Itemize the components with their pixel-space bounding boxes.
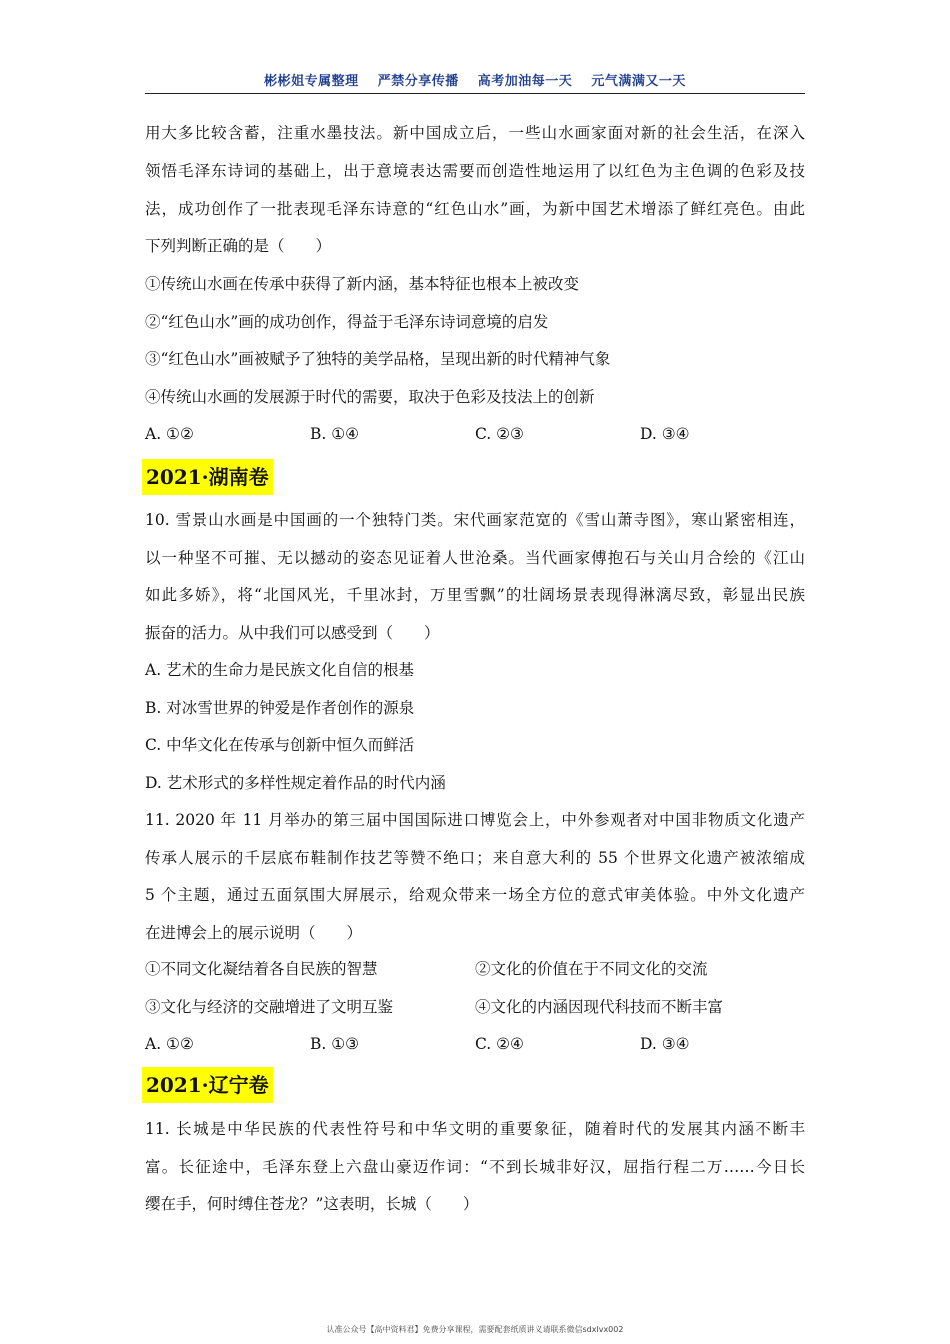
q11a-statement: ①不同文化凝结着各自民族的智慧: [145, 960, 378, 978]
q11b-stem-line: 11. 长城是中华民族的代表性符号和中华文明的重要象征，随着时代的发展其内涵不断丰: [145, 1120, 805, 1138]
q9-options: [145, 423, 805, 445]
q10-stem-line: 以一种坚不可摧、无以撼动的姿态见证着人世沧桑。当代画家傅抱石与关山月合绘的《江山: [145, 549, 805, 567]
q9-option-d[interactable]: D. ③④: [640, 425, 690, 443]
page-header: [145, 70, 805, 89]
header-item: 高考加油每一天: [477, 74, 573, 89]
header-item: 严禁分享传播: [377, 74, 459, 89]
q11a-statement: ②文化的价值在于不同文化的交流: [475, 960, 708, 978]
q11a-option-c[interactable]: C. ②④: [475, 1035, 524, 1053]
q10-option-a[interactable]: A. 艺术的生命力是民族文化自信的根基: [145, 661, 415, 679]
q11b-stem-line: 缨在手，何时缚住苍龙？”这表明，长城（ ）: [145, 1195, 479, 1213]
q10-option-c[interactable]: C. 中华文化在传承与创新中恒久而鲜活: [145, 736, 415, 754]
q9-statement: ③“红色山水”画被赋予了独特的美学品格，呈现出新的时代精神气象: [145, 350, 611, 368]
q11a-stem-line: 11. 2020 年 11 月举办的第三届中国国际进口博览会上，中外参观者对中国非物质文化遗产: [145, 811, 805, 829]
section-heading-hunan: 2021·湖南卷: [142, 459, 273, 495]
page-footer: 认准公众号【高中资料君】免费分享课程，需要配套纸质讲义请联系微信sdxlvx002: [326, 1325, 624, 1334]
q11a-statement: ③文化与经济的交融增进了文明互鉴: [145, 998, 394, 1016]
header-divider: [145, 93, 805, 94]
q10-option-b[interactable]: B. 对冰雪世界的钟爱是作者创作的源泉: [145, 699, 415, 717]
q9-option-b[interactable]: B. ①④: [310, 425, 360, 443]
q9-statement: ①传统山水画在传承中获得了新内涵，基本特征也根本上被改变: [145, 275, 580, 293]
q11a-stem-line: 传承人展示的千层底布鞋制作技艺等赞不绝口；来自意大利的 55 个世界文化遗产被浓缩成: [145, 849, 805, 867]
header-item: 元气满满又一天: [591, 74, 686, 89]
section-heading-liaoning: 2021·辽宁卷: [142, 1067, 273, 1103]
q11a-statements-row: [145, 958, 805, 980]
q9-option-a[interactable]: A. ①②: [145, 425, 194, 443]
q11a-stem-line: 5 个主题，通过五面氛围大屏展示，给观众带来一场全方位的意式审美体验。中外文化遗产: [145, 886, 805, 904]
q10-stem-line: 10. 雪景山水画是中国画的一个独特门类。宋代画家范宽的《雪山萧寺图》，寒山紧密相连，: [145, 511, 805, 529]
q10-stem-line: 如此多娇》，将“北国风光，千里冰封，万里雪飘”的壮阔场景表现得淋漓尽致，彰显出民族: [145, 586, 805, 604]
q11a-option-b[interactable]: B. ①③: [310, 1035, 360, 1053]
q11a-statements-row: [145, 996, 805, 1018]
q11a-options: [145, 1033, 805, 1055]
q11a-stem-line: 在进博会上的展示说明（ ）: [145, 924, 363, 942]
q9-stem-line: 法，成功创作了一批表现毛泽东诗意的“红色山水”画，为新中国艺术增添了鲜红亮色。由此: [145, 200, 805, 218]
q9-statement: ④传统山水画的发展源于时代的需要，取决于色彩及技法上的创新: [145, 388, 595, 406]
q9-stem-line: 下列判断正确的是（ ）: [145, 237, 332, 255]
q10-option-d[interactable]: D. 艺术形式的多样性规定着作品的时代内涵: [145, 774, 446, 792]
header-item: 彬彬姐专属整理: [264, 74, 359, 89]
q10-stem-line: 振奋的活力。从中我们可以感受到（ ）: [145, 624, 440, 642]
q9-option-c[interactable]: C. ②③: [475, 425, 524, 443]
q9-statement: ②“红色山水”画的成功创作，得益于毛泽东诗词意境的启发: [145, 313, 549, 331]
q11b-stem-line: 富。长征途中，毛泽东登上六盘山豪迈作词：“不到长城非好汉，屈指行程二万……今日长: [145, 1158, 805, 1176]
q9-stem-line: 领悟毛泽东诗词的基础上，出于意境表达需要而创造性地运用了以红色为主色调的色彩及技: [145, 162, 805, 180]
q11a-option-a[interactable]: A. ①②: [145, 1035, 194, 1053]
q9-stem-line: 用大多比较含蓄，注重水墨技法。新中国成立后，一些山水画家面对新的社会生活，在深入: [145, 124, 805, 142]
q11a-option-d[interactable]: D. ③④: [640, 1035, 690, 1053]
q11a-statement: ④文化的内涵因现代科技而不断丰富: [475, 998, 724, 1016]
